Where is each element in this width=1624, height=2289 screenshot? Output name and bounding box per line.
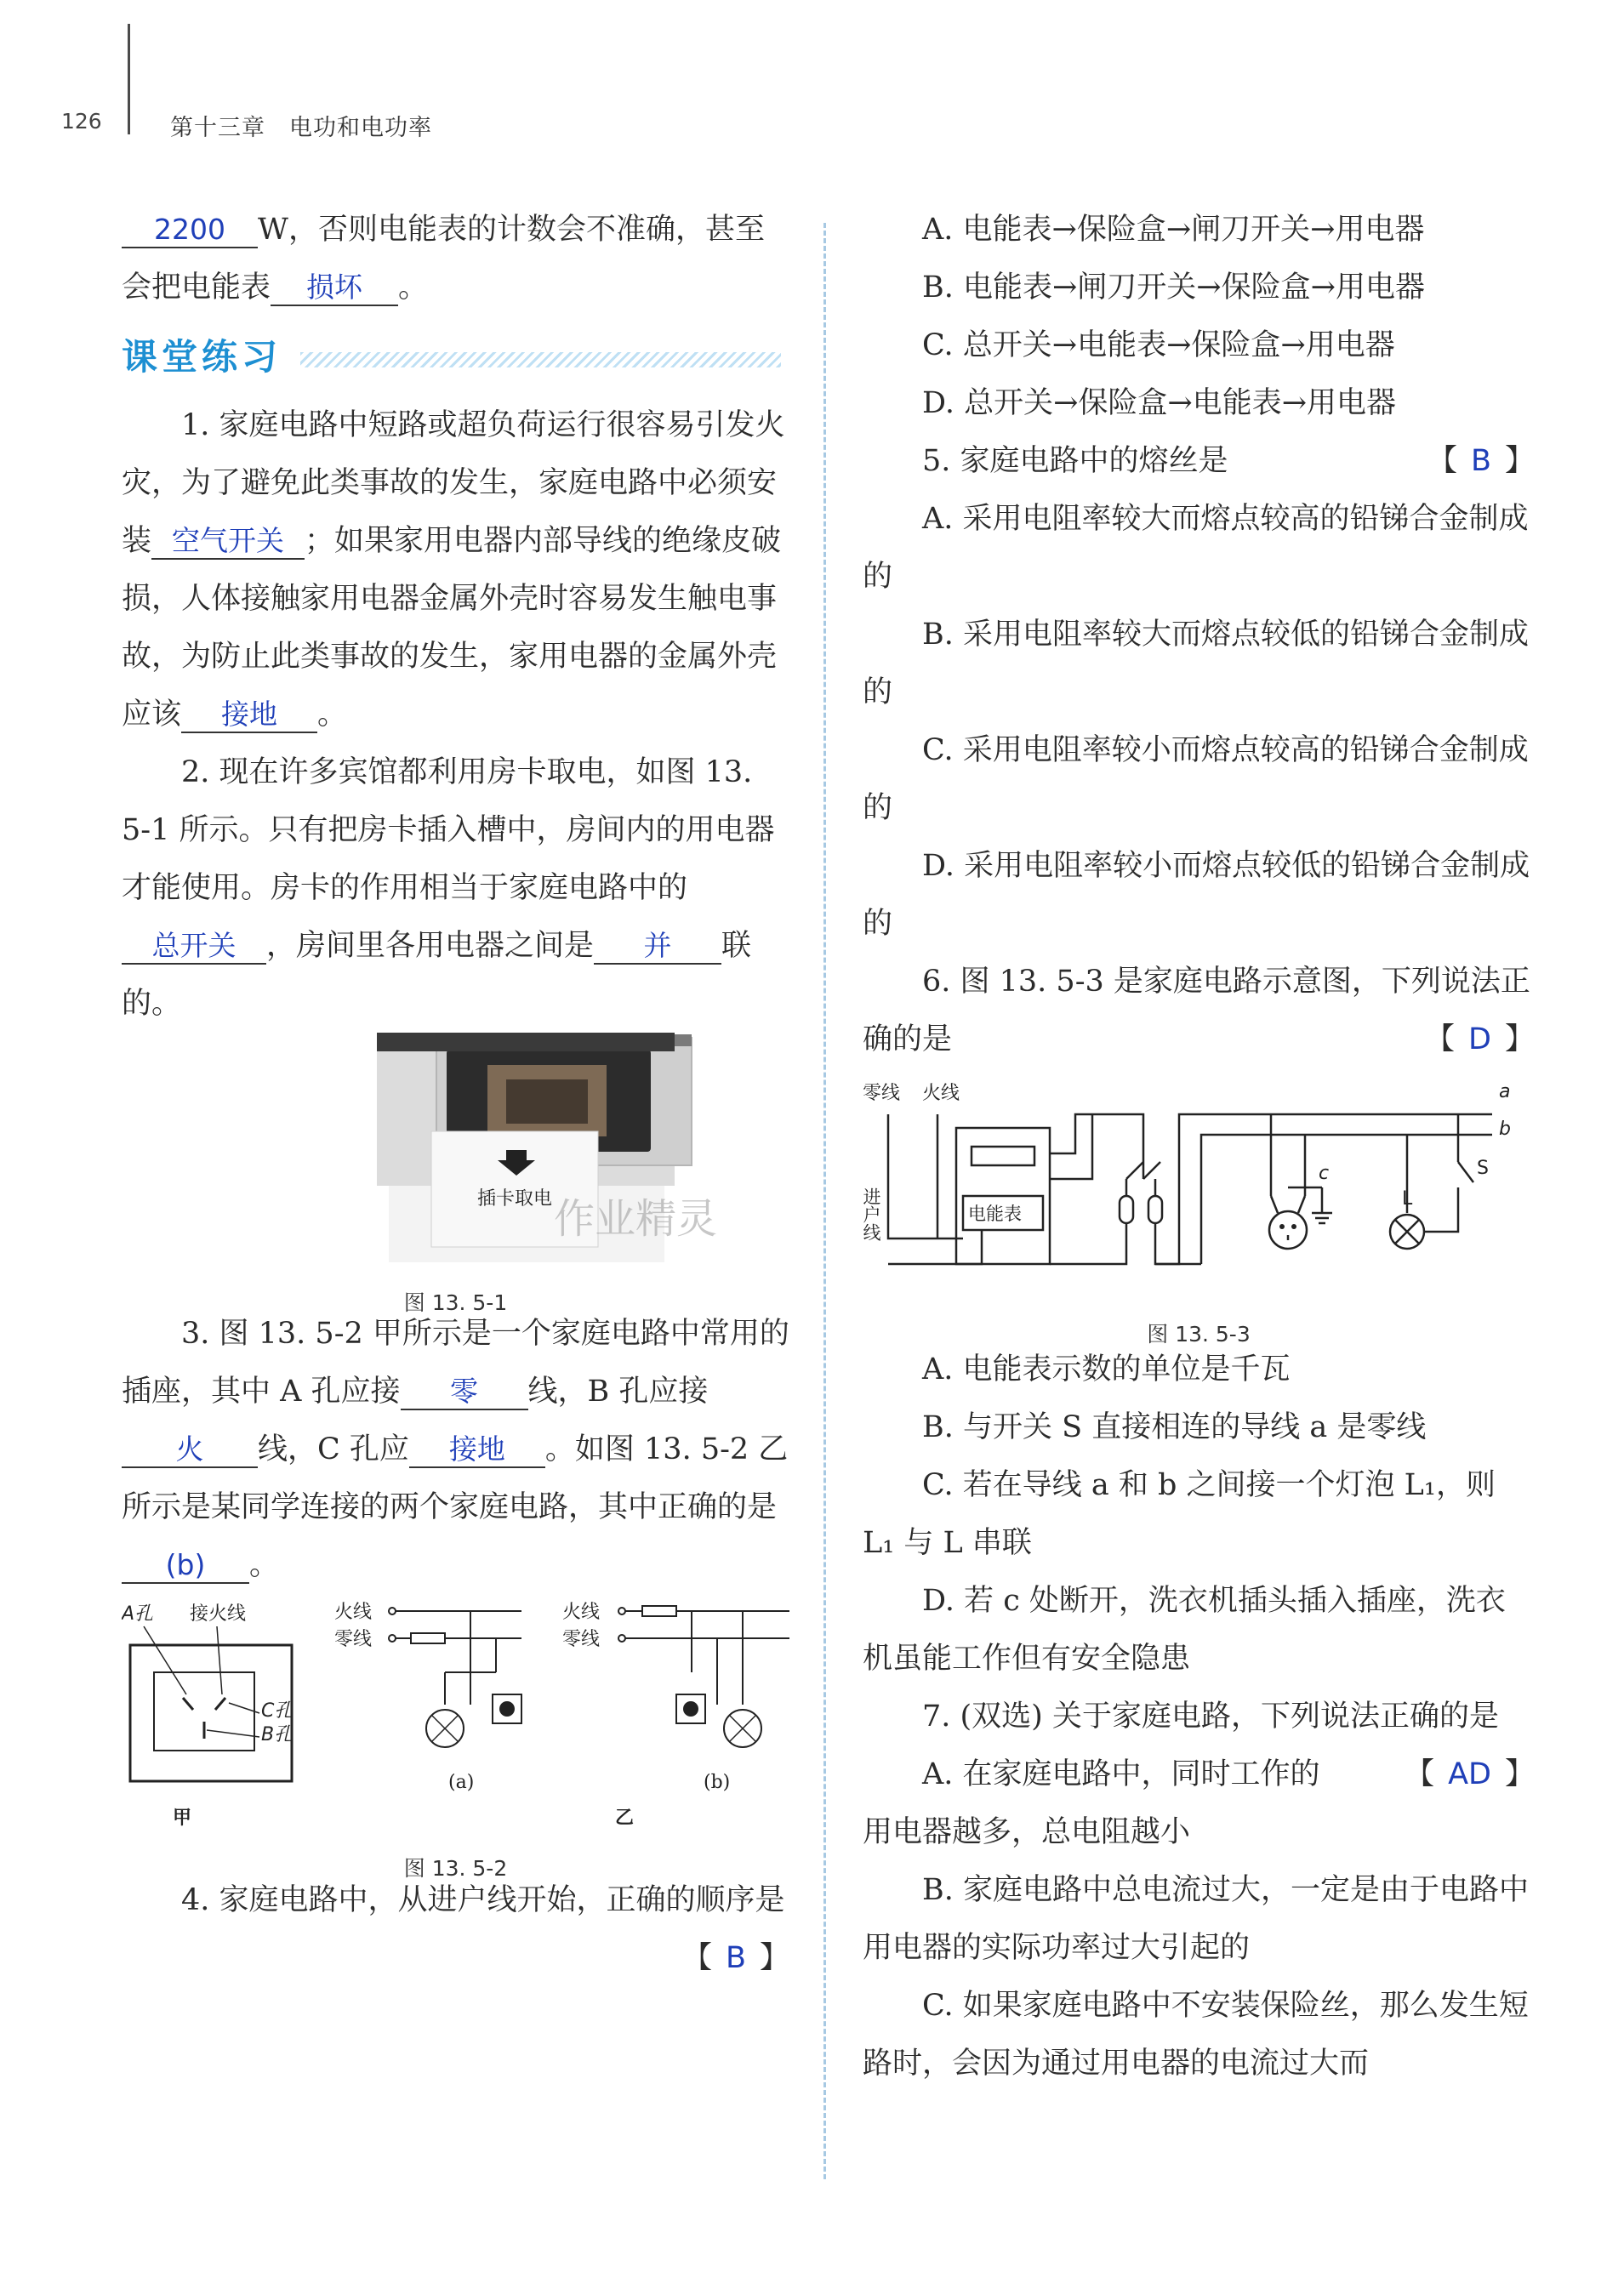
svg-text:乙: 乙 <box>615 1808 635 1829</box>
option-b: B. 电能表→闸刀开关→保险盒→用电器 <box>922 270 1425 305</box>
page-number: 126 <box>61 109 102 134</box>
figure-caption: 图 13. 5-1 <box>403 1290 508 1315</box>
svg-text:B孔: B孔 <box>261 1724 293 1745</box>
svg-text:火线: 火线 <box>562 1602 601 1623</box>
home-circuit-diagram <box>863 1068 1535 1298</box>
room-card-photo <box>122 1033 789 1267</box>
answer-blank: 损坏 <box>271 270 398 306</box>
svg-text:C孔: C孔 <box>261 1700 293 1722</box>
figure-13-5-1 <box>122 1033 789 1315</box>
answer-blank: 零 <box>401 1375 528 1410</box>
svg-text:进户线: 进户线 <box>863 1187 881 1241</box>
option-a: A. 在家庭电路中，同时工作的用电器越多，总电阻越小 <box>863 1757 1320 1849</box>
answer-blank: 接地 <box>181 698 317 733</box>
figure-caption: 图 13. 5-2 <box>403 1856 508 1881</box>
svg-text:火线: 火线 <box>922 1083 960 1104</box>
option-a: A. 电能表示数的单位是千瓦 <box>922 1352 1291 1386</box>
svg-text:火线: 火线 <box>334 1602 373 1623</box>
answer-bracket: 【 B 】 <box>681 1941 789 1975</box>
option-c: C. 若在导线 a 和 b 之间接一个灯泡 L₁，则 L₁ 与 L 串联 <box>863 1468 1496 1560</box>
chapter-title: 第十三章 电功和电功率 <box>170 115 432 141</box>
question-4: 4. 家庭电路中，从进户线开始，正确的顺序是 【 B 】 <box>122 1871 789 1929</box>
intro-paragraph: 2200 W，否则电能表的计数会不准确，甚至会把电能表 损坏 。 <box>122 213 765 305</box>
answer-bracket: 【 AD 】 <box>1405 1757 1535 1791</box>
option-c: C. 采用电阻率较小而熔点较高的铅锑合金制成的 <box>863 733 1529 825</box>
option-c: C. 总开关→电能表→保险盒→用电器 <box>922 328 1395 362</box>
figure-13-5-3 <box>863 1068 1535 1347</box>
question-5: 5. 家庭电路中的熔丝是 【 B 】 <box>863 432 1535 490</box>
question-2: 2. 现在许多宾馆都利用房卡取电，如图 13. 5-1 所示。只有把房卡插入槽中，房间内的用电器才能使用。房卡的作用相当于家庭电路中的总开关 ，房间里各用电器之间是 并 联的。 <box>122 755 775 1021</box>
question-6: 6. 图 13. 5-3 是家庭电路示意图，下列说法正确的是 【 D 】 <box>863 953 1535 1068</box>
svg-text:a: a <box>1499 1081 1511 1102</box>
figure-13-5-2 <box>122 1594 789 1881</box>
option-d: D. 总开关→保险盒→电能表→用电器 <box>922 386 1397 420</box>
left-column <box>122 201 789 1987</box>
section-title: 课堂练习 <box>122 336 282 378</box>
svg-text:b: b <box>1499 1119 1511 1140</box>
answer-blank: 2200 <box>122 213 258 248</box>
svg-text:L: L <box>1402 1188 1413 1210</box>
heading-hatch <box>300 352 781 367</box>
column-divider <box>823 223 829 2179</box>
svg-text:(a): (a) <box>448 1772 475 1793</box>
svg-text:电能表: 电能表 <box>968 1204 1022 1224</box>
option-a: A. 采用电阻率较大而熔点较高的铅锑合金制成的 <box>863 502 1529 594</box>
svg-text:零线: 零线 <box>562 1629 601 1650</box>
svg-text:A孔: A孔 <box>122 1603 154 1625</box>
answer-blank: (b) <box>122 1548 249 1584</box>
svg-text:S: S <box>1477 1158 1489 1179</box>
option-a: A. 电能表→保险盒→闸刀开关→用电器 <box>922 213 1425 247</box>
answer-bracket: 【 B 】 <box>1427 444 1535 478</box>
option-b: B. 与开关 S 直接相连的导线 a 是零线 <box>922 1410 1427 1444</box>
answer-bracket: 【 D 】 <box>1425 1022 1535 1056</box>
figure-caption: 图 13. 5-3 <box>1147 1322 1251 1347</box>
socket-circuit-diagram <box>122 1594 789 1832</box>
question-1: 1. 家庭电路中短路或超负荷运行很容易引发火灾，为了避免此类事故的发生，家庭电路中必须安装 空气开关 ；如果家用电器内部导线的绝缘皮破损，人体接触家用电器金属外壳时容易发生触电事故，为防止此类事故的发生，家用电器的金属外壳应该 接地 。 <box>122 408 785 732</box>
svg-text:c: c <box>1319 1163 1330 1184</box>
svg-text:甲: 甲 <box>173 1808 192 1829</box>
svg-text:(b): (b) <box>704 1772 731 1793</box>
option-b: B. 家庭电路中总电流过大，一定是由于电路中用电器的实际功率过大引起的 <box>863 1873 1529 1965</box>
right-column <box>863 201 1535 2093</box>
header-rule <box>128 24 130 134</box>
answer-blank: 并 <box>594 929 721 965</box>
card-label: 插卡取电 <box>476 1188 553 1210</box>
answer-blank: 空气开关 <box>151 524 305 560</box>
section-heading <box>122 323 789 396</box>
question-3: 3. 图 13. 5-2 甲所示是一个家庭电路中常用的插座，其中 A 孔应接 零 线，B 孔应接火 线，C 孔应 接地 。如图 13. 5-2 乙所示是某同学连接的两个家庭电路，其中正确的是(b) 。 <box>122 1317 789 1582</box>
option-c: C. 如果家庭电路中不安装保险丝，那么发生短路时，会因为通过用电器的电流过大而 <box>863 1989 1529 2081</box>
svg-text:零线: 零线 <box>863 1083 901 1104</box>
question-7: 7. (双选) 关于家庭电路，下列说法正确的是 【 AD 】 <box>863 1688 1535 1745</box>
option-d: D. 若 c 处断开，洗衣机插头插入插座，洗衣机虽能工作但有安全隐患 <box>863 1584 1506 1676</box>
answer-blank: 总开关 <box>122 929 266 965</box>
svg-text:零线: 零线 <box>334 1629 373 1650</box>
option-d: D. 采用电阻率较小而熔点较低的铅锑合金制成的 <box>863 849 1530 941</box>
option-b: B. 采用电阻率较大而熔点较低的铅锑合金制成的 <box>863 618 1529 709</box>
watermark: 作业精灵 <box>554 1195 718 1243</box>
answer-blank: 火 <box>122 1432 258 1468</box>
svg-text:接火线: 接火线 <box>190 1603 247 1625</box>
answer-blank: 接地 <box>409 1432 545 1468</box>
